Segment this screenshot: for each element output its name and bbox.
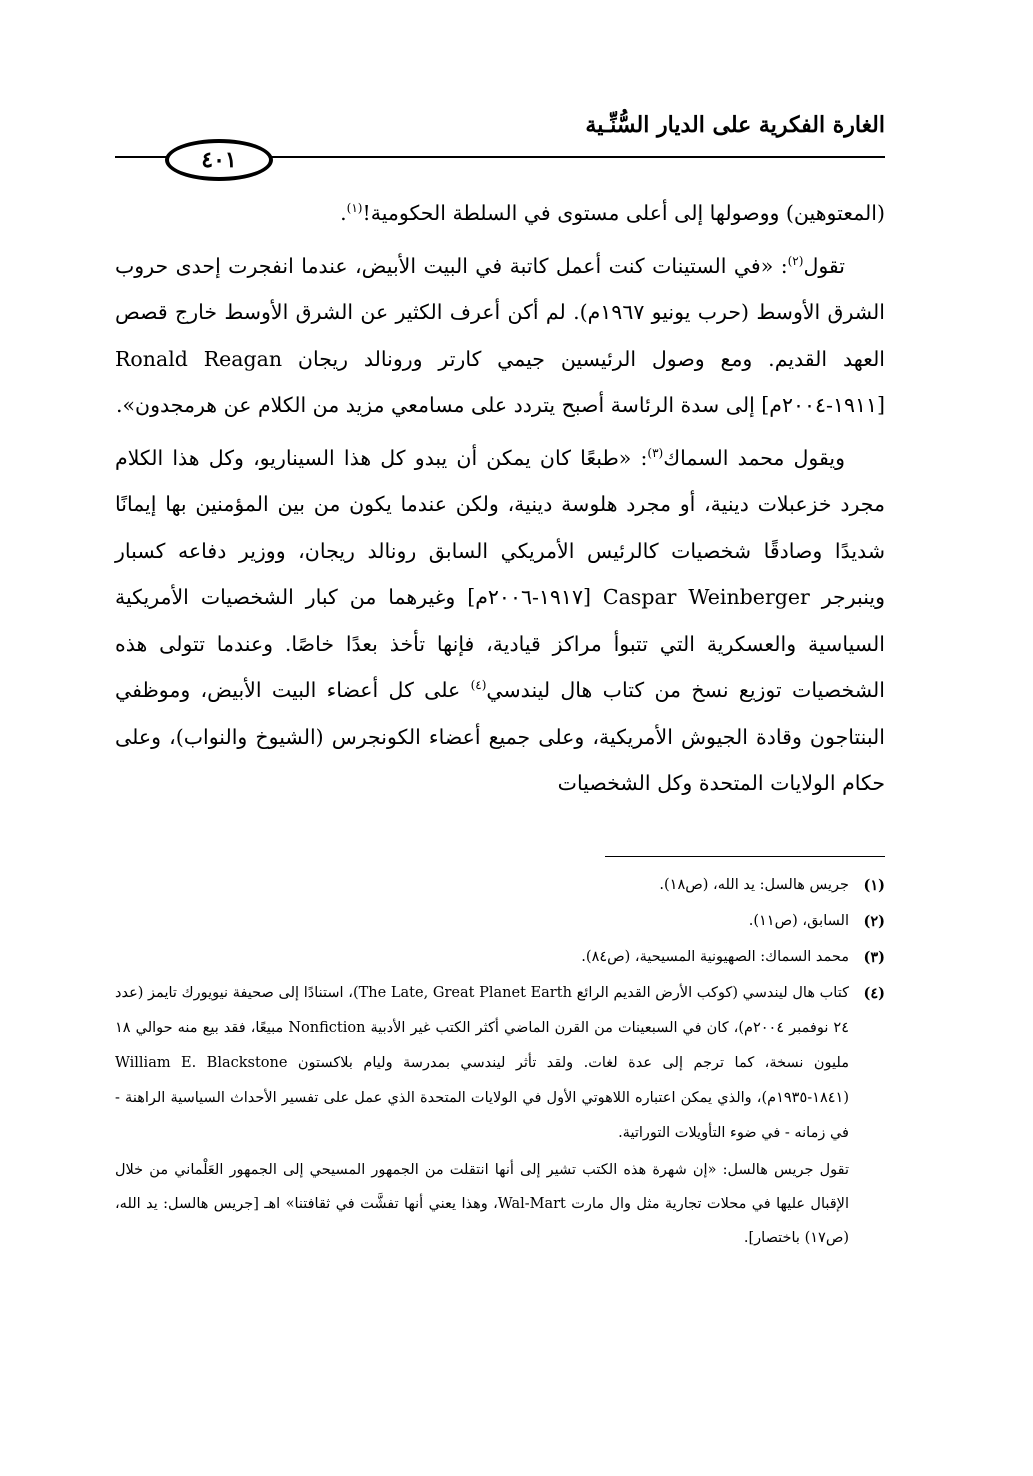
paragraph-text: . [340,201,347,225]
paragraph-text: : «طبعًا كان يمكن أن يبدو كل هذا السيناريو، وكل هذا الكلام مجرد خزعبلات دينية، أو مجرد هلوسة دينية، ولكن عندما يكون من بين المؤمنين بها إيمانًا شديدًا وصادقًا شخصيات كالرئيس الأمريكي السابق رونالد ريجان، ووزير دفاعه كسبار وينبرجر Caspar Weinberger [١٩١٧-٢٠٠٦م] وغيرهما من كبار الشخصيات الأمريكية السياسية والعسكرية التي تتبوأ مراكز قيادية، فإنها تأخذ بعدًا خاصًا. وعندما تتولى هذه الشخصيات توزيع نسخ من كتاب هال ليندسي [115,445,886,702]
footnote [115,868,885,903]
paragraph [115,435,885,807]
paragraph-text: على كل أعضاء البيت الأبيض، وموظفي البنتاجون وقادة الجيوش الأمريكية، وعلى جميع أعضاء الكونجرس (الشيوخ والنواب)، وعلى حكام الولايات المتحدة وكل الشخصيات [115,678,885,795]
page-header [115,112,885,172]
footnote-ref[interactable]: (٣) [647,445,664,460]
footnote-text: محمد السماك: الصهيونية المسيحية، (ص٨٤). [581,949,849,965]
paragraph-text: ويقول محمد السماك [663,445,846,470]
paragraph-text: (المعتوهين) ووصولها إلى أعلى مستوى في السلطة الحكومية! [362,201,885,225]
paragraph-text: تقول [803,253,845,278]
footnote [115,904,885,939]
footnote [115,940,885,975]
footnote-text: كتاب هال ليندسي (كوكب الأرض القديم الرائع The Late, Great Planet Earth)، استنادًا إلى صحيفة نيويورك تايمز (عدد ٢٤ نوفمبر ٢٠٠٤م)، كان في السبعينات من القرن الماضي أكثر الكتب غير الأدبية Nonfiction مبيعًا، فقد بيع منه حوالي ١٨ مليون نسخة، كما ترجم إلى عدة لغات. ولقد تأثر ليندسي بمدرسة وليام بلاكستون William E. Blackstone (١٨٤١-١٩٣٥م)، والذي يمكن اعتباره اللاهوتي الأول في الولايات المتحدة الذي عمل على تفسير الأحداث السياسية الراهنة - في زمانه - في ضوء التأويلات التوراتية. [115,985,850,1141]
footnote-continuation: تقول جريس هالسل: «إن شهرة هذه الكتب تشير إلى أنها انتقلت من الجمهور المسيحي إلى الجمهور العَلْماني من خلال الإقبال عليها في محلات تجارية مثل وال مارت Wal-Mart، وهذا يعني أنها تفشَّت في ثقافتنا» اهـ [جريس هالسل: يد الله، (ص١٧) باختصار]. [115,1162,849,1246]
footnote-number: (١) [863,877,885,894]
footnote-ref[interactable]: (٤) [470,678,487,693]
footnotes [115,868,885,1255]
footnote-number: (٣) [863,949,885,966]
footnote-ref[interactable]: (٢) [787,253,804,268]
paragraph-text: : «في الستينات كنت أعمل كاتبة في البيت الأبيض، عندما انفجرت إحدى حروب الشرق الأوسط (حرب يونيو ١٩٦٧م). لم أكن أعرف الكثير عن الشرق الأوسط خارج قصص العهد القديم. ومع وصول الرئيسين جيمي كارتر ورونالد ريجان Ronald Reagan [١٩١١-٢٠٠٤م] إلى سدة الرئاسة أصبح يتردد على مسامعي مزيد من الكلام عن هرمجدون». [115,253,886,417]
paragraph [115,190,885,237]
page-number-badge: ٤٠١ [165,139,273,181]
footnote-number: (٤) [863,985,885,1002]
footnote [115,976,885,1151]
footnote-text: السابق، (ص١١). [748,913,849,929]
footnote-text: جريس هالسل: يد الله، (ص١٨). [659,877,849,893]
footnote-separator [605,856,885,857]
footnote-ref[interactable]: (١) [346,201,363,216]
paragraph [115,243,885,429]
main-text [115,190,885,813]
running-title: الغارة الفكرية على الديار السُّنِّـية [585,112,885,138]
footnote-number: (٢) [863,913,885,930]
